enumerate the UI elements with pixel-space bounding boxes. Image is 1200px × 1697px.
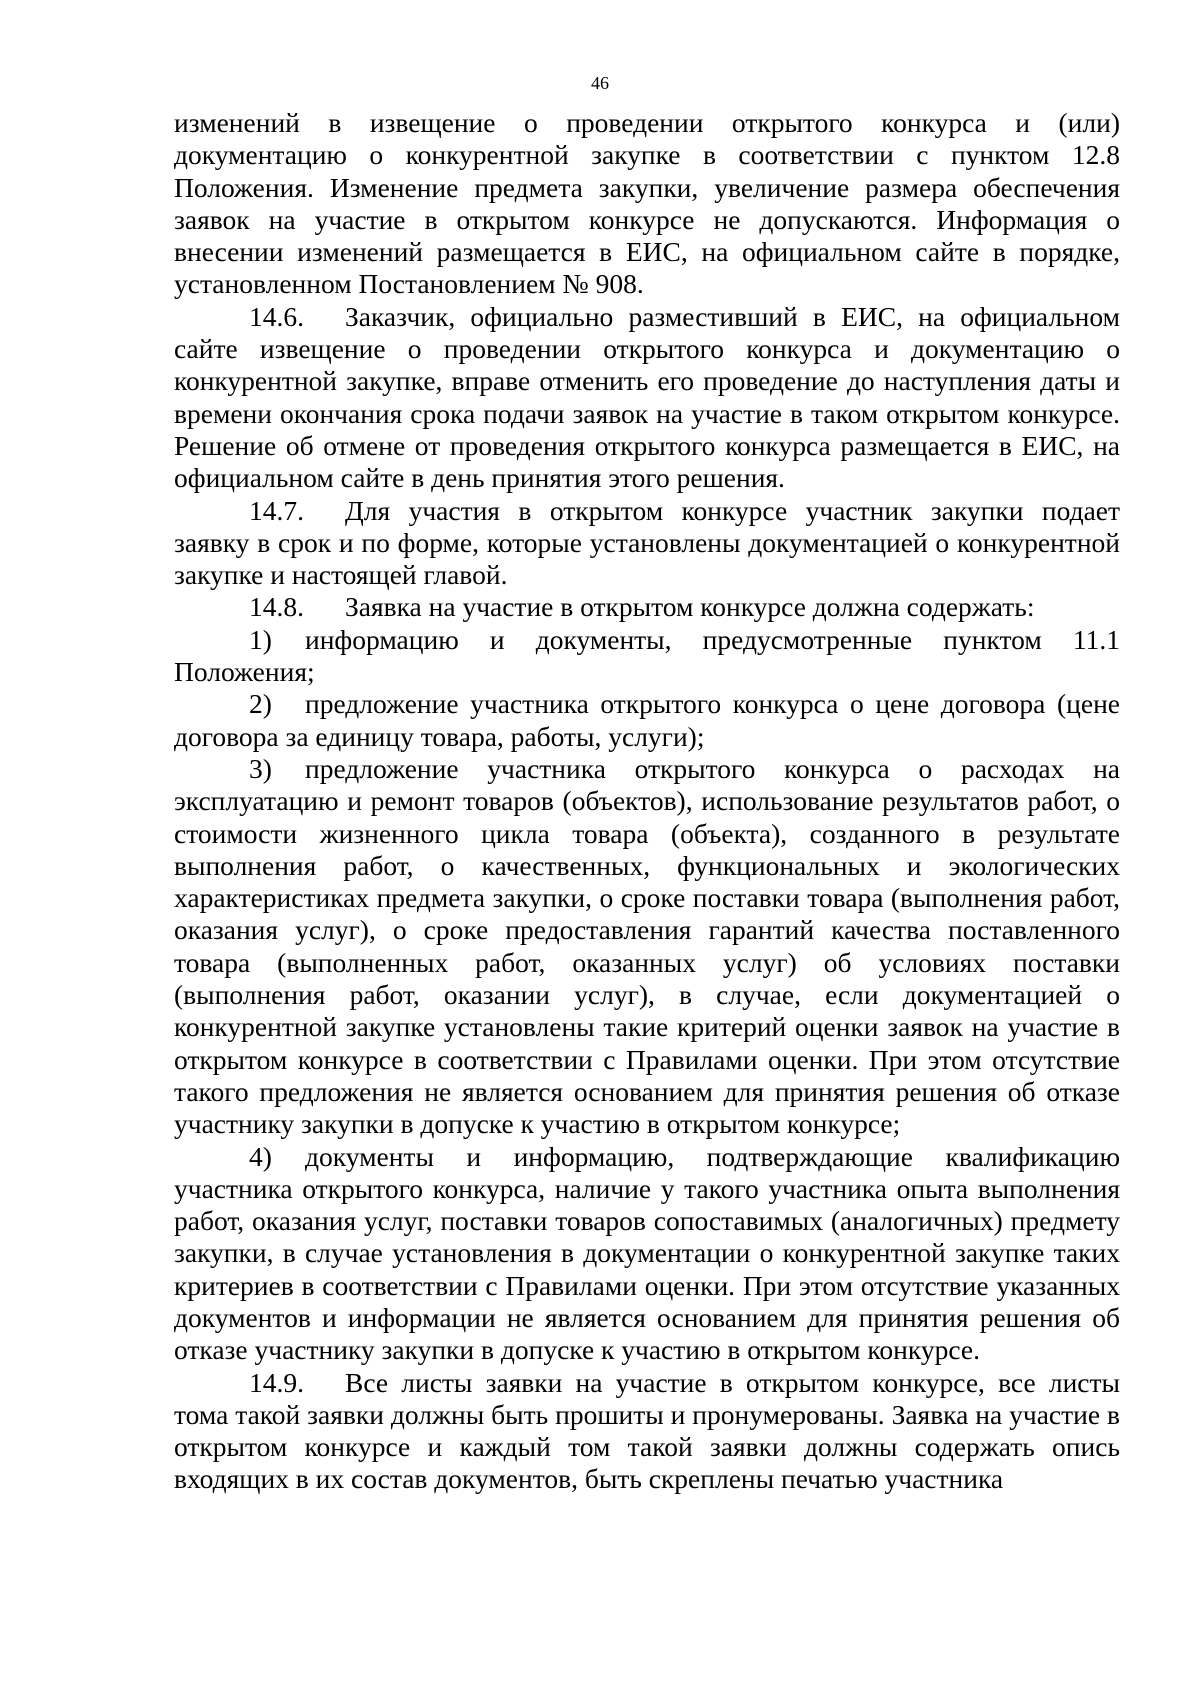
- subitem-number: 2): [249, 688, 272, 720]
- subitem-number: 1): [249, 623, 272, 655]
- subitem-2: [174, 688, 1120, 753]
- clause-number: 14.7.: [249, 494, 304, 526]
- clause-text: Все листы заявки на участие в открытом конкурсе, все листы тома такой заявки должны быть прошиты и пронумерованы. Заявка на участие в открытом конкурсе и каждый том такой заявки должны содержать опись входящих в их состав документов, быть скреплены печатью участника: [174, 1366, 1120, 1495]
- subitem-number: 4): [249, 1140, 272, 1172]
- clause-14-8: [174, 591, 1120, 623]
- clause-number: 14.8.: [249, 591, 304, 623]
- clause-number: 14.6.: [249, 300, 304, 332]
- subitem-text: документы и информацию, подтверждающие квалификацию участника открытого конкурса, наличие у такого участника опыта выполнения работ, оказания услуг, поставки товаров сопоставимых (аналогичных) предмету закупки, в случае установления в документации о конкурентной закупке таких критериев в соответствии с Правилами оценки. При этом отсутствие указанных документов и информации не является основанием для принятия решения об отказе участнику закупки в допуске к участию в открытом конкурсе.: [174, 1140, 1120, 1366]
- clause-14-6: [174, 301, 1120, 495]
- paragraph-text: изменений в извещение о проведении открытого конкурса и (или) документацию о конкурентной закупке в соответствии с пунктом 12.8 Положения. Изменение предмета закупки, увеличение размера обеспечения заявок на участие в открытом конкурсе не допускаются. Информация о внесении изменений размещается в ЕИС, на официальном сайте в порядке, установленном Постановлением № 908.: [174, 107, 1120, 300]
- clause-text: Для участия в открытом конкурсе участник закупки подает заявку в срок и по форме, которые установлены документацией о конкурентной закупке и настоящей главой.: [174, 494, 1120, 591]
- clause-14-7: [174, 495, 1120, 592]
- subitem-text: информацию и документы, предусмотренные пунктом 11.1 Положения;: [174, 623, 1120, 688]
- paragraph-continuation: [174, 107, 1120, 301]
- subitem-3: [174, 753, 1120, 1141]
- subitem-1: [174, 624, 1120, 689]
- subitem-text: предложение участника открытого конкурса о цене договора (цене договора за единицу товара, работы, услуги);: [174, 688, 1120, 752]
- clause-text: Заявка на участие в открытом конкурсе должна содержать:: [345, 591, 1035, 623]
- document-body: [174, 107, 1120, 1496]
- clause-number: 14.9.: [249, 1366, 304, 1398]
- clause-14-9: [174, 1367, 1120, 1496]
- subitem-text: предложение участника открытого конкурса о расходах на эксплуатацию и ремонт товаров (объектов), использование результатов работ, о стоимости жизненного цикла товара (объекта), созданного в результате выполнения работ, о качественных, функциональных и экологических характеристиках предмета закупки, о сроке поставки товара (выполнения работ, оказания услуг), о сроке предоставления гарантий качества поставленного товара (выполненных работ, оказанных услуг) об условиях поставки (выполнения работ, оказании услуг), в случае, если документацией о конкурентной закупке установлены такие критерий оценки заявок на участие в открытом конкурсе в соответствии с Правилами оценки. При этом отсутствие такого предложения не является основанием для принятия решения об отказе участнику закупки в допуске к участию в открытом конкурсе;: [174, 752, 1120, 1140]
- subitem-number: 3): [249, 752, 272, 784]
- subitem-4: [174, 1141, 1120, 1367]
- page-number: 46: [591, 73, 609, 93]
- clause-text: Заказчик, официально разместивший в ЕИС, на официальном сайте извещение о проведении открытого конкурса и документацию о конкурентной закупке, вправе отменить его проведение до наступления даты и времени окончания срока подачи заявок на участие в таком открытом конкурсе. Решение об отмене от проведения открытого конкурса размещается в ЕИС, на официальном сайте в день принятия этого решения.: [174, 300, 1120, 494]
